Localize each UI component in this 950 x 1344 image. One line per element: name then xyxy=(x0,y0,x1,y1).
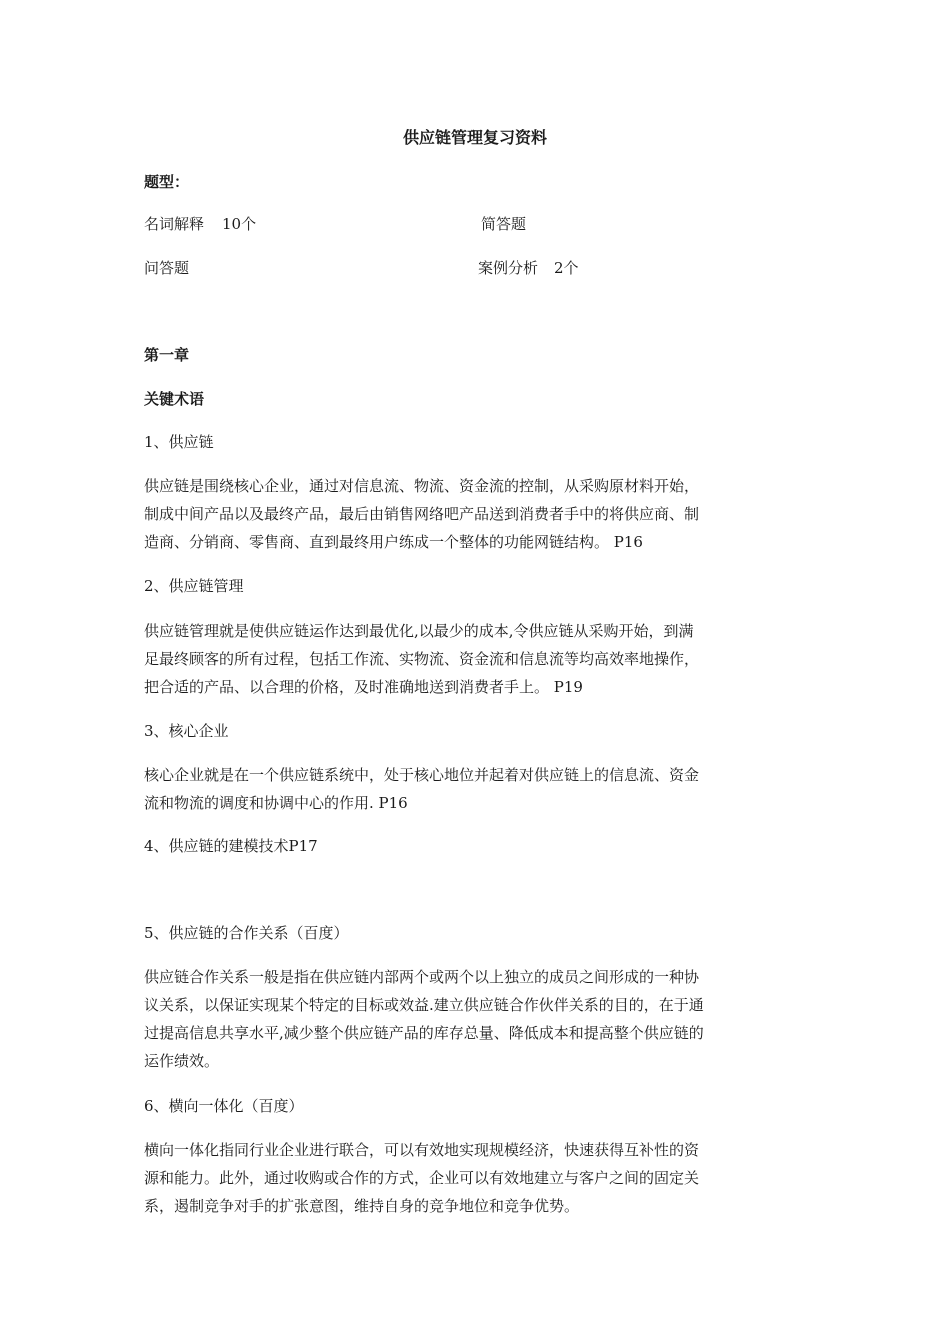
chapter-subheading: 关键术语 xyxy=(144,390,205,408)
definition-line: 足最终顾客的所有过程，包括工作流、实物流、资金流和信息流等均高效率地操作， xyxy=(144,650,700,668)
question-type-essay xyxy=(144,258,189,278)
chapter-heading: 第一章 xyxy=(144,346,190,364)
definition-line: 核心企业就是在一个供应链系统中，处于核心地位并起着对供应链上的信息流、资金 xyxy=(144,766,700,784)
question-type-noun-explanation xyxy=(144,214,256,234)
definition-line: 议关系，以保证实现某个特定的目标或效益.建立供应链合作伙伴关系的目的，在于通 xyxy=(144,996,704,1014)
term-definition xyxy=(144,472,810,556)
definition-line: 源和能力。此外，通过收购或合作的方式，企业可以有效地建立与客户之间的固定关 xyxy=(144,1169,700,1187)
question-type-short-answer xyxy=(481,214,526,234)
definition-line: 流和物流的调度和协调中心的作用. P16 xyxy=(144,794,408,812)
term-heading: 1、供应链 xyxy=(144,433,214,451)
definition-line: 横向一体化指同行业企业进行联合，可以有效地实现规模经济，快速获得互补性的资 xyxy=(144,1141,700,1159)
term-definition xyxy=(144,1136,810,1220)
term-definition xyxy=(144,617,810,701)
definition-line: 制成中间产品以及最终产品，最后由销售网络吧产品送到消费者手中的将供应商、制 xyxy=(144,505,700,523)
question-type-count: 2个 xyxy=(554,259,579,277)
question-type-case-analysis xyxy=(478,258,579,278)
definition-line: 运作绩效。 xyxy=(144,1052,220,1070)
definition-line: 过提高信息共享水平,减少整个供应链产品的库存总量、降低成本和提高整个供应链的 xyxy=(144,1024,704,1042)
definition-line: 供应链合作关系一般是指在供应链内部两个或两个以上独立的成员之间形成的一种协 xyxy=(144,968,700,986)
term-definition xyxy=(144,963,810,1075)
definition-line: 造商、分销商、零售商、直到最终用户练成一个整体的功能网链结构。 P16 xyxy=(144,533,643,551)
question-type-name: 简答题 xyxy=(481,215,527,233)
question-types-label: 题型： xyxy=(144,173,190,191)
definition-line: 系，遏制竞争对手的扩张意图，维持自身的竞争地位和竞争优势。 xyxy=(144,1197,580,1215)
term-heading: 3、核心企业 xyxy=(144,722,229,740)
document-title: 供应链管理复习资料 xyxy=(402,128,547,147)
definition-line: 把合适的产品、以合理的价格，及时准确地送到消费者手上。 P19 xyxy=(144,678,583,696)
definition-line: 供应链是围绕核心企业，通过对信息流、物流、资金流的控制，从采购原材料开始， xyxy=(144,477,700,495)
question-type-name: 名词解释 xyxy=(144,215,205,233)
term-heading: 6、横向一体化（百度） xyxy=(144,1097,304,1115)
question-type-name: 问答题 xyxy=(144,259,190,277)
question-type-name: 案例分析 xyxy=(478,259,539,277)
term-heading: 2、供应链管理 xyxy=(144,577,244,595)
term-heading: 4、供应链的建模技术P17 xyxy=(144,837,318,855)
definition-line: 供应链管理就是使供应链运作达到最优化,以最少的成本,令供应链从采购开始，到满 xyxy=(144,622,694,640)
term-definition xyxy=(144,761,810,817)
term-heading: 5、供应链的合作关系（百度） xyxy=(144,924,349,942)
question-type-count: 10个 xyxy=(222,215,257,233)
